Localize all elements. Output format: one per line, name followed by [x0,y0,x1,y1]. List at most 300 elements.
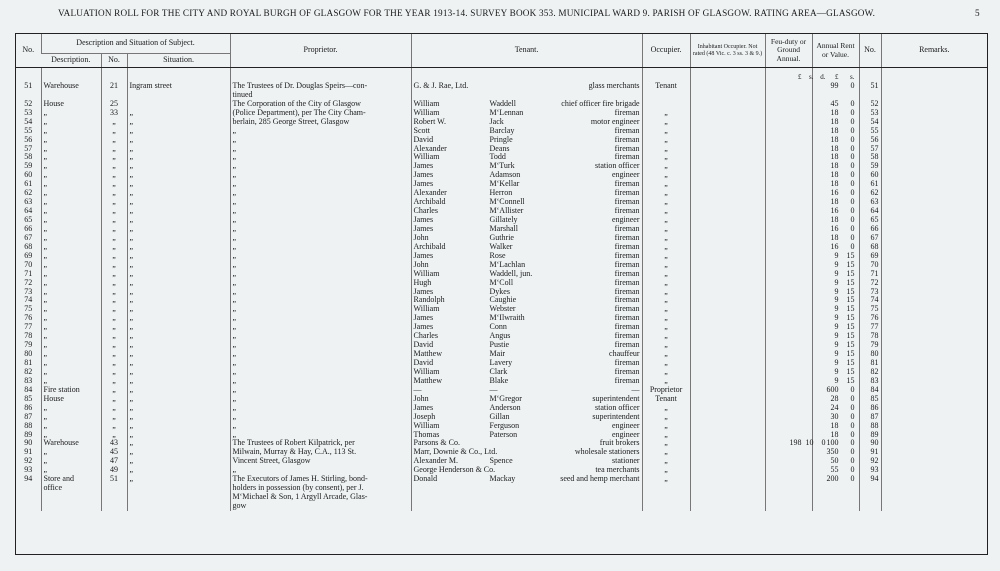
table-row [16,457,987,466]
tenant-occupation: fireman [614,125,640,135]
row-no: 59 [24,161,33,171]
row-occupier: „ [642,171,690,180]
tenant-occupation: fireman [614,206,640,216]
rent-pounds: 50 [830,456,839,466]
row-no-right: 71 [859,270,881,279]
row-no: 71 [24,268,33,278]
row-inhabitant [690,234,765,243]
row-proprietor: „ [230,261,411,270]
row-feu-duty [765,413,812,422]
tenant-occupation: fruit brokers [599,438,640,448]
tenant-last-name: M‘Kellar [489,179,520,189]
rent-shillings: 0 [850,393,855,403]
row-no-right: 63 [859,198,881,207]
row-feu-duty [765,305,812,314]
row-inhabitant [690,153,765,162]
row-description: „ [41,422,101,431]
row-no [16,484,41,493]
row-occupier: „ [642,243,690,252]
row-occupier: „ [642,234,690,243]
row-feu-duty [765,207,812,216]
row-proprietor: „ [230,252,411,261]
rent-shillings: 0 [850,143,855,153]
tenant-last-name: Lavery [489,358,513,367]
row-tenant [411,207,642,216]
row-no: 94 [24,474,33,484]
row-remarks [881,189,987,198]
row-remarks [881,314,987,323]
row-feu-duty [765,438,826,448]
col-tenant: Tenant. [411,34,642,68]
row-description: House [41,395,101,404]
row-street-no [101,484,127,493]
row-no: 69 [24,250,33,260]
row-feu-duty [765,431,812,440]
row-inhabitant [690,189,765,198]
row-occupier: „ [642,475,690,484]
rent-shillings: 0 [850,241,855,251]
row-description: „ [41,145,101,154]
row-inhabitant [690,341,765,350]
row-remarks [881,359,987,368]
tenant-occupation: fireman [614,340,640,350]
row-inhabitant [690,350,765,359]
row-no-right [859,68,881,82]
tenant-last-name: Barclay [489,125,515,135]
row-street-no: „ [101,153,127,162]
row-remarks [881,422,987,431]
row-tenant [411,368,642,377]
row-occupier: „ [642,261,690,270]
tenant-last-name: M‘Allister [489,206,524,216]
row-remarks [881,350,987,359]
row-situation: „ [127,153,230,162]
row-street-no: „ [101,145,127,154]
row-no: 54 [24,116,33,126]
row-inhabitant [690,475,765,484]
row-street-no: 43 [101,439,127,448]
row-situation [127,502,230,511]
row-no-right: 65 [859,216,881,225]
row-feu-duty [765,270,812,279]
tenant-occupation: fireman [614,134,640,144]
row-description: „ [41,279,101,288]
row-remarks [881,323,987,332]
row-inhabitant [690,171,765,180]
row-description: „ [41,118,101,127]
tenant-occupation: fireman [614,295,640,305]
row-tenant [411,225,642,234]
row-situation: „ [127,189,230,198]
row-street-no: 47 [101,457,127,466]
row-annual-rent [812,484,859,493]
row-no-right: 69 [859,252,881,261]
tenant-occupation: superintendent [592,411,640,421]
tenant-occupation: fireman [614,197,640,207]
row-remarks [881,180,987,189]
row-occupier: „ [642,288,690,297]
tenant-occupation: fireman [614,366,640,376]
row-remarks [881,145,987,154]
tenant-occupation: chief officer fire brigade [561,98,640,108]
row-no-right: 74 [859,296,881,305]
row-no: 92 [24,456,33,466]
rent-pounds: 9 [834,268,839,278]
row-description: „ [41,448,101,457]
rent-pounds: 18 [830,232,839,242]
tenant-first-name: Robert W. [413,116,446,126]
row-street-no: „ [101,243,127,252]
row-no: 52 [24,98,33,108]
row-feu-duty [765,243,812,252]
row-occupier: „ [642,198,690,207]
row-inhabitant [690,395,765,404]
row-street-no: „ [101,118,127,127]
row-remarks [881,368,987,377]
row-no-right: 67 [859,234,881,243]
rent-pounds: 16 [830,206,839,216]
row-situation: „ [127,171,230,180]
tenant-first-name: William [413,268,440,278]
table-row [16,493,987,502]
row-no-right: 87 [859,413,881,422]
row-situation: „ [127,475,230,484]
row-description: „ [41,207,101,216]
row-description: „ [41,109,101,118]
row-situation: „ [127,180,230,189]
row-feu-duty [765,198,812,207]
tenant-occupation: fireman [614,304,640,314]
row-description: „ [41,127,101,136]
col-feu-duty: Feu-duty or Ground Annual. [765,34,812,68]
row-occupier: „ [642,118,690,127]
row-remarks [881,243,987,252]
rent-shillings: 15 [846,304,855,314]
table-row [16,439,987,448]
row-no: 60 [24,170,33,180]
rent-shillings: 15 [846,268,855,278]
row-inhabitant [690,109,765,118]
row-situation: „ [127,359,230,368]
rent-shillings: 15 [846,277,855,287]
row-feu-duty [765,136,812,145]
row-feu-duty [765,171,812,180]
row-remarks [881,100,987,109]
tenant-first-name: David [413,340,434,350]
row-inhabitant [690,279,765,288]
row-feu-duty [765,332,812,341]
tenant-first-name: Hugh [413,277,432,287]
row-remarks [881,448,987,457]
row-description: „ [41,198,101,207]
tenant-last-name: Pringle [489,134,513,144]
row-proprietor: „ [230,153,411,162]
row-street-no: 21 [101,82,127,91]
row-tenant [411,243,642,252]
row-annual-rent [812,502,859,511]
row-situation: „ [127,350,230,359]
row-feu-duty [765,68,826,82]
row-description: „ [41,413,101,422]
row-proprietor: „ [230,332,411,341]
row-inhabitant [690,466,765,475]
row-street-no: „ [101,171,127,180]
row-description: „ [41,431,101,440]
tenant-occupation: fireman [614,250,640,260]
row-feu-duty [765,216,812,225]
row-feu-duty [765,127,812,136]
feu-pence: 0 [821,438,826,448]
row-situation: „ [127,323,230,332]
row-remarks [881,386,987,395]
row-tenant [411,305,642,314]
row-no-right: 62 [859,189,881,198]
tenant-last-name: M‘Lennan [489,107,524,117]
row-situation: „ [127,216,230,225]
row-inhabitant [690,377,765,386]
rent-shillings: 0 [850,402,855,412]
row-situation: „ [127,466,230,475]
tenant-last-name: Jack [489,116,504,126]
row-remarks [881,198,987,207]
row-no: 79 [24,340,33,350]
row-no: 53 [24,107,33,117]
tenant-last-name: Todd [489,152,506,162]
rent-shillings: 15 [846,375,855,385]
feu-pounds: £ [798,73,802,81]
tenant-first-name: Matthew [413,349,442,359]
tenant-first-name: James [413,223,434,233]
rent-pounds: 9 [834,259,839,269]
row-proprietor: „ [230,189,411,198]
tenant-first-name: James [413,161,434,171]
tenant-first-name: William [413,304,440,314]
tenant-first-name: William [413,98,440,108]
row-feu-duty [765,466,812,475]
row-occupier: „ [642,431,690,440]
row-remarks [881,395,987,404]
row-street-no: „ [101,305,127,314]
col-description: Description. [41,54,101,68]
row-remarks [881,270,987,279]
row-inhabitant [690,207,765,216]
row-remarks [881,431,987,440]
table-body [16,68,987,511]
row-occupier: „ [642,207,690,216]
row-tenant [411,234,642,243]
row-proprietor: „ [230,162,411,171]
tenant-occupation: engineer [611,215,640,224]
tenant-first-name: James [413,179,434,189]
row-no-right: 86 [859,404,881,413]
row-tenant [411,288,642,297]
feu-shillings: s. [809,73,814,81]
row-occupier: „ [642,323,690,332]
row-description: Fire station [41,386,101,395]
row-annual-rent [812,68,859,82]
row-situation: „ [127,448,230,457]
tenant-occupation: tea merchants [595,465,640,475]
row-remarks [881,332,987,341]
row-occupier: „ [642,127,690,136]
tenant-first-name: James [413,250,434,260]
row-description: „ [41,377,101,386]
row-inhabitant [690,439,765,448]
row-proprietor: Vincent Street, Glasgow [230,457,411,466]
row-proprietor: „ [230,225,411,234]
tenant-occupation: fireman [614,152,640,162]
tenant-last-name: M‘Turk [489,161,515,171]
col-inhabitant-occupier: Inhabitant Occupier. Not rated (48 Vic. c. 3 ss. 3 & 9.) [690,34,765,68]
tenant-first-name: James [413,402,434,412]
row-inhabitant [690,252,765,261]
tenant-first-name: James [413,170,434,180]
row-inhabitant [690,68,765,82]
rent-pounds: 45 [830,98,839,108]
tenant-occupation: fireman [614,268,640,278]
rent-pounds: 18 [830,152,839,162]
row-occupier: „ [642,359,690,368]
row-annual-rent [812,493,859,502]
row-proprietor: gow [230,502,411,511]
row-proprietor: „ [230,466,411,475]
row-description: „ [41,332,101,341]
row-proprietor: tinued [230,91,411,100]
row-proprietor: „ [230,296,411,305]
row-description: „ [41,457,101,466]
row-description: „ [41,296,101,305]
row-situation: „ [127,207,230,216]
row-remarks [881,68,987,82]
row-tenant [411,68,642,82]
row-street-no: „ [101,368,127,377]
tenant-last-name: M‘Connell [489,197,525,207]
row-proprietor: „ [230,127,411,136]
row-street-no: „ [101,386,127,395]
row-occupier: „ [642,439,690,448]
rent-shillings: 15 [846,340,855,350]
row-description: „ [41,162,101,171]
tenant-first-name: Marr, Downie & Co., Ltd. [413,447,498,457]
rent-shillings: 0 [850,223,855,233]
tenant-occupation: glass merchants [588,80,640,90]
row-inhabitant [690,118,765,127]
col-situation: Situation. [127,54,230,68]
tenant-first-name: James [413,313,434,323]
tenant-occupation: engineer [611,429,640,439]
row-remarks [881,127,987,136]
row-remarks [881,305,987,314]
row-no: 81 [24,358,33,367]
row-remarks [881,475,987,484]
row-tenant [411,279,642,288]
row-tenant [411,252,642,261]
page-number: 5 [975,8,980,18]
rent-pounds: 18 [830,179,839,189]
row-inhabitant [690,82,765,91]
row-occupier: „ [642,377,690,386]
row-proprietor: M‘Michael & Son, 1 Argyll Arcade, Glas- [230,493,411,502]
row-remarks [881,404,987,413]
row-feu-duty [765,180,812,189]
row-description: „ [41,153,101,162]
tenant-first-name: Scott [413,125,430,135]
col-annual-rent: Annual Rent or Value. [812,34,859,68]
tenant-last-name: Spence [489,456,513,466]
tenant-last-name: M‘Lachlan [489,259,526,269]
tenant-first-name: Matthew [413,375,442,385]
row-tenant [411,100,642,109]
row-no: 74 [24,295,33,305]
row-description: Warehouse [41,439,101,448]
row-occupier: „ [642,466,690,475]
row-proprietor: „ [230,288,411,297]
row-no-right: 94 [859,475,881,484]
row-street-no: „ [101,350,127,359]
tenant-first-name: Charles [413,331,438,341]
rent-pounds: 9 [834,313,839,323]
row-situation: „ [127,225,230,234]
row-description: „ [41,466,101,475]
col-proprietor: Proprietor. [230,34,411,68]
row-no-right: 52 [859,100,881,109]
row-feu-duty [765,359,812,368]
row-no-right [859,493,881,502]
row-situation: „ [127,145,230,154]
row-situation: „ [127,118,230,127]
row-no: 64 [24,206,33,216]
row-street-no: „ [101,288,127,297]
rent-pounds: 18 [830,197,839,207]
rent-pounds: 9 [834,375,839,385]
row-proprietor [230,68,411,82]
row-occupier: „ [642,341,690,350]
row-description: House [41,100,101,109]
row-situation: „ [127,413,230,422]
row-proprietor: „ [230,431,411,440]
tenant-first-name: Alexander [413,143,447,153]
row-inhabitant [690,225,765,234]
row-no-right: 60 [859,171,881,180]
row-description: Warehouse [41,82,101,91]
row-street-no: „ [101,404,127,413]
tenant-last-name: Waddell, jun. [489,268,533,278]
tenant-last-name: Marshall [489,223,518,233]
row-tenant [411,171,642,180]
table-row [16,502,987,511]
row-no-right: 83 [859,377,881,386]
tenant-first-name: Alexander M. [413,456,458,466]
row-remarks [881,288,987,297]
row-proprietor: „ [230,243,411,252]
tenant-occupation: chauffeur [609,349,640,359]
row-proprietor: „ [230,422,411,431]
row-street-no: „ [101,296,127,305]
row-situation: „ [127,270,230,279]
tenant-occupation: station officer [595,161,640,171]
row-description: „ [41,216,101,225]
row-no-right: 92 [859,457,881,466]
rent-pounds: 18 [830,161,839,171]
row-proprietor: „ [230,207,411,216]
row-proprietor: „ [230,314,411,323]
row-inhabitant [690,413,765,422]
col-occupier: Occupier. [642,34,690,68]
row-inhabitant [690,145,765,154]
rent-shillings: 0 [850,98,855,108]
row-street-no: „ [101,395,127,404]
row-tenant [411,82,642,91]
